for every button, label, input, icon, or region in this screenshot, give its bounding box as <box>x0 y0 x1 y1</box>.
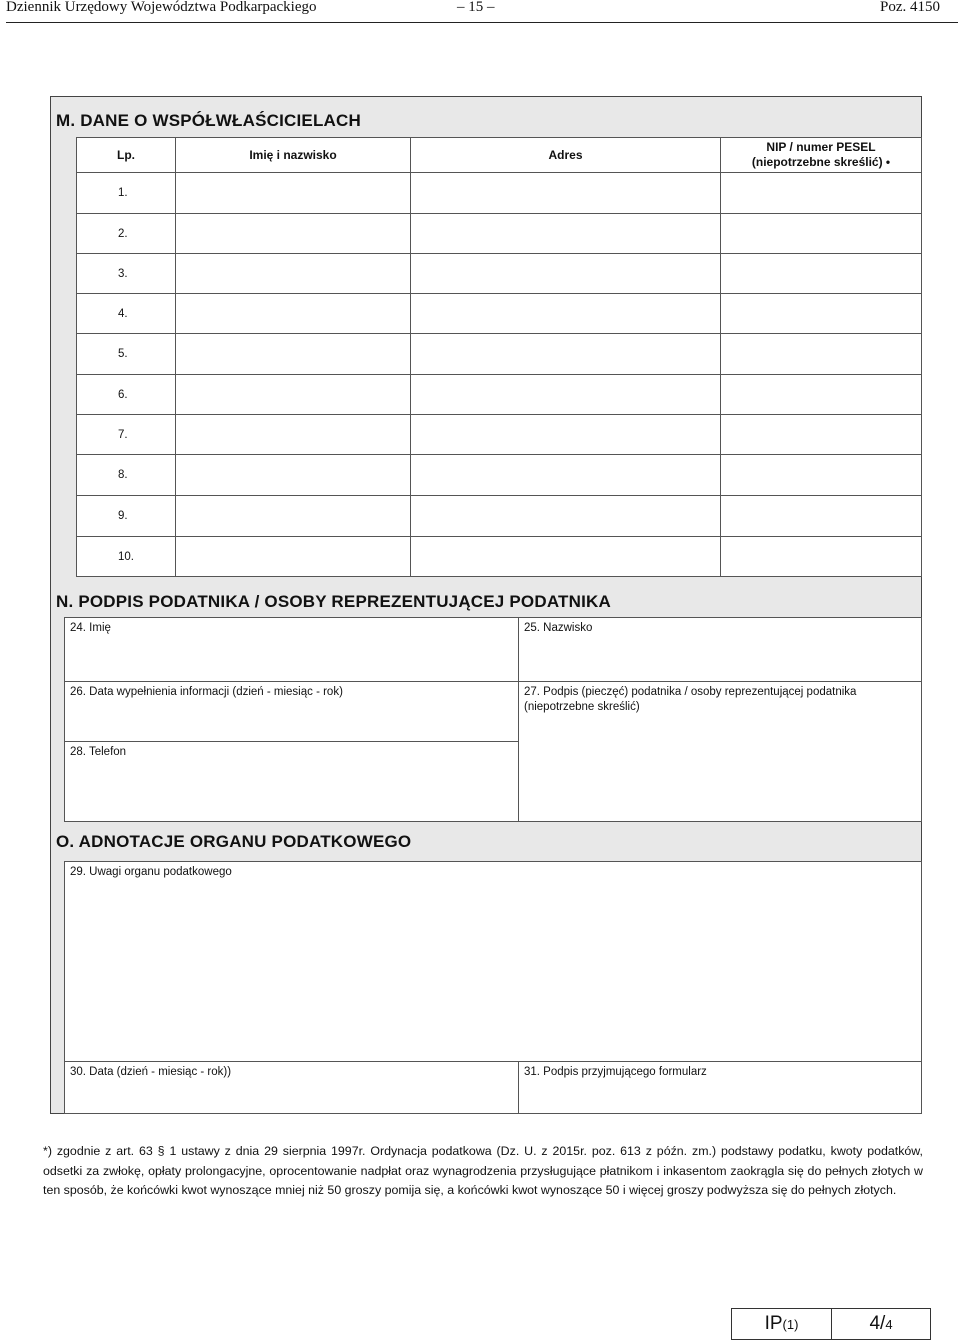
form-page: 4/ <box>869 1313 886 1334</box>
form-page-count <box>832 1309 930 1339</box>
address-cell[interactable] <box>410 293 721 334</box>
address-cell[interactable] <box>410 253 721 294</box>
fill-date-label: 26. Data wypełnienia informacji (dzień - miesiąc - rok) <box>70 686 343 698</box>
journal-title: Dziennik Urzędowy Województwa Podkarpackiego <box>6 0 317 15</box>
signature-label-line1: 27. Podpis (pieczęć) podatnika / osoby reprezentującej podatnika <box>524 686 857 698</box>
col-header-name: Imię i nazwisko <box>175 137 411 173</box>
first-name-field[interactable] <box>64 617 519 682</box>
nip-cell[interactable] <box>720 213 922 254</box>
row-number: 4. <box>76 293 176 334</box>
nip-cell[interactable] <box>720 172 922 214</box>
header-rule <box>6 22 958 23</box>
form-page-total: 4 <box>885 1316 893 1332</box>
receipt-date-field[interactable] <box>64 1061 519 1114</box>
receipt-date-label: 30. Data (dzień - miesiąc - rok)) <box>70 1066 232 1078</box>
name-cell[interactable] <box>175 253 411 294</box>
section-n-title: N. PODPIS PODATNIKA / OSOBY REPREZENTUJĄCEJ PODATNIKA <box>56 592 611 611</box>
signature-label-line2: (niepotrzebne skreślić) <box>524 701 640 713</box>
taxpayer-signature-label <box>524 685 856 715</box>
section-m-title: M. DANE O WSPÓŁWŁAŚCICIELACH <box>56 111 361 130</box>
name-cell[interactable] <box>175 374 411 415</box>
name-cell[interactable] <box>175 414 411 455</box>
nip-cell[interactable] <box>720 536 922 577</box>
phone-label: 28. Telefon <box>70 746 127 758</box>
name-cell[interactable] <box>175 293 411 334</box>
col-header-nip-pesel <box>720 137 922 173</box>
nip-cell[interactable] <box>720 374 922 415</box>
address-cell[interactable] <box>410 536 721 577</box>
form-code <box>732 1309 832 1339</box>
footnote: *) zgodnie z art. 63 § 1 ustawy z dnia 29 sierpnia 1997r. Ordynacja podatkowa (Dz. U. z 2015r. poz. 613 z późn. zm.) podstawy podatku, kwoty podatków, odsetki za zwłokę, opłaty prolongacyjne, oprocentowanie nadpłat oraz wynagrodzenia przysługujące płatnikom i inkasentom zaokrągla się do pełnych złotych w ten sposób, że końcówki kwot wynoszące mniej niż 50 groszy pomija się, a końcówki kwot wynoszące 50 i więcej groszy podwyższa się do pełnych złotych. <box>43 1144 923 1197</box>
first-name-label: 24. Imię <box>70 622 111 634</box>
address-cell[interactable] <box>410 414 721 455</box>
taxpayer-signature-field[interactable] <box>518 681 922 822</box>
tax-office-remarks-label: 29. Uwagi organu podatkowego <box>70 866 232 878</box>
row-number: 7. <box>76 414 176 455</box>
nip-header-line2: (niepotrzebne skreślić) • <box>751 155 891 169</box>
row-number: 8. <box>76 454 176 496</box>
address-cell[interactable] <box>410 454 721 496</box>
form-code-text: IP <box>764 1313 783 1334</box>
name-cell[interactable] <box>175 172 411 214</box>
nip-header-line1: NIP / numer PESEL <box>766 140 876 154</box>
address-cell[interactable] <box>410 172 721 214</box>
nip-cell[interactable] <box>720 293 922 334</box>
last-name-label: 25. Nazwisko <box>524 622 593 634</box>
form-code-suffix: (1) <box>782 1316 799 1332</box>
name-cell[interactable] <box>175 454 411 496</box>
row-number: 9. <box>76 495 176 537</box>
journal-position: Poz. 4150 <box>880 0 940 15</box>
nip-cell[interactable] <box>720 454 922 496</box>
name-cell[interactable] <box>175 213 411 254</box>
name-cell[interactable] <box>175 333 411 375</box>
fill-date-field[interactable] <box>64 681 519 742</box>
nip-cell[interactable] <box>720 333 922 375</box>
row-number: 5. <box>76 333 176 375</box>
form-page-box <box>731 1308 931 1340</box>
section-o-title: O. ADNOTACJE ORGANU PODATKOWEGO <box>56 832 412 851</box>
row-number: 3. <box>76 253 176 294</box>
receiver-signature-field[interactable] <box>518 1061 922 1114</box>
col-header-lp: Lp. <box>76 137 176 173</box>
nip-cell[interactable] <box>720 253 922 294</box>
address-cell[interactable] <box>410 495 721 537</box>
nip-cell[interactable] <box>720 495 922 537</box>
receiver-signature-label: 31. Podpis przyjmującego formularz <box>524 1066 707 1078</box>
address-cell[interactable] <box>410 333 721 375</box>
row-number: 6. <box>76 374 176 415</box>
journal-page-number: – 15 – <box>457 0 495 15</box>
tax-office-remarks-field[interactable] <box>64 861 922 1062</box>
address-cell[interactable] <box>410 213 721 254</box>
row-number: 2. <box>76 213 176 254</box>
address-cell[interactable] <box>410 374 721 415</box>
row-number: 10. <box>76 536 176 577</box>
name-cell[interactable] <box>175 536 411 577</box>
col-header-address: Adres <box>410 137 721 173</box>
last-name-field[interactable] <box>518 617 922 682</box>
nip-cell[interactable] <box>720 414 922 455</box>
phone-field[interactable] <box>64 741 519 822</box>
name-cell[interactable] <box>175 495 411 537</box>
row-number: 1. <box>76 172 176 214</box>
